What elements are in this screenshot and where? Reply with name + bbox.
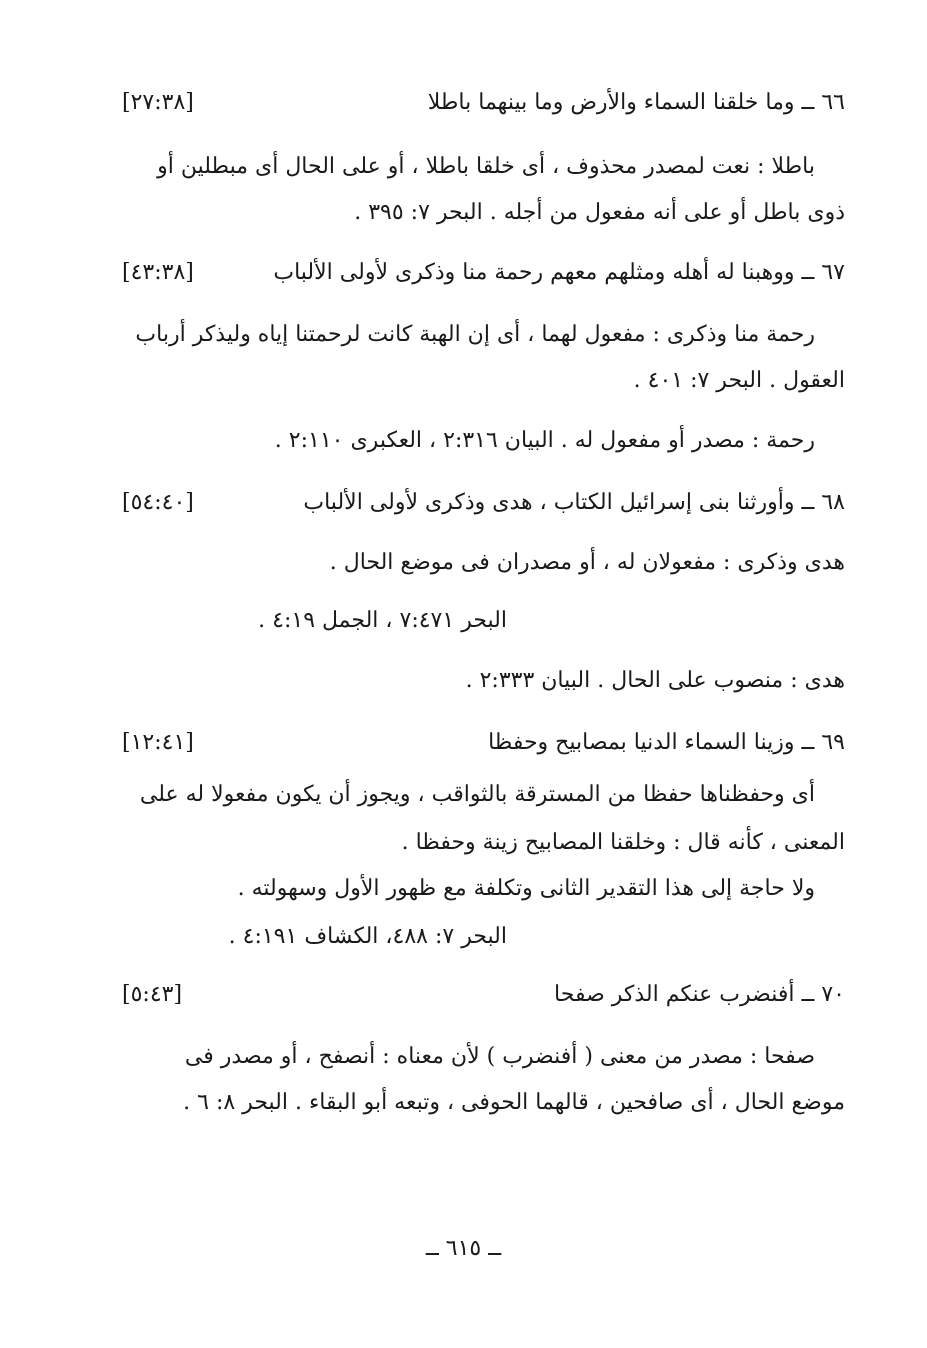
note-line: البحر ٧:٤٧١ ، الجمل ٤:١٩ . [258,608,507,633]
note-line: موضع الحال ، أى صافحين ، قالهما الحوفى ، وتبعه أبو البقاء . البحر ٨: ٦ . [183,1090,845,1115]
note-line: ولا حاجة إلى هذا التقدير الثانى وتكلفة مع ظهور الأول وسهولته . [237,876,815,901]
verse-69-reference: [١٢:٤١] [122,730,194,755]
verse-66: ٦٦ ــ وما خلقنا السماء والأرض وما بينهما باطلا [427,90,845,115]
note-line: المعنى ، كأنه قال : وخلقنا المصابيح زينة وحفظا . [401,830,845,855]
note-line: رحمة : مصدر أو مفعول له . البيان ٢:٣١٦ ، العكبرى ٢:١١٠ . [274,428,815,453]
verse-68-reference: [٥٤:٤٠] [122,490,194,515]
note-line: صفحا : مصدر من معنى ( أفنضرب ) لأن معناه : أنصفح ، أو مصدر فى [184,1044,815,1069]
verse-68: ٦٨ ــ وأورثنا بنى إسرائيل الكتاب ، هدى وذكرى لأولى الألباب [303,490,845,515]
note-line: أى وحفظناها حفظا من المسترقة بالثواقب ، ويجوز أن يكون مفعولا له على [139,782,815,807]
note-line: رحمة منا وذكرى : مفعول لهما ، أى إن الهبة كانت لرحمتنا إياه وليذكر أرباب [135,322,815,347]
verse-67: ٦٧ ــ ووهبنا له أهله ومثلهم معهم رحمة منا وذكرى لأولى الألباب [273,260,845,285]
verse-69: ٦٩ ــ وزينا السماء الدنيا بمصابيح وحفظا [488,730,845,755]
page-number: ــ ٦١٥ ــ [425,1236,502,1261]
note-line: ذوى باطل أو على أنه مفعول من أجله . البحر ٧: ٣٩٥ . [354,200,845,225]
note-line: هدى وذكرى : مفعولان له ، أو مصدران فى موضع الحال . [329,550,845,575]
verse-67-reference: [٤٣:٣٨] [122,260,194,285]
verse-70-reference: [٥:٤٣] [122,982,183,1007]
verse-70: ٧٠ ــ أفنضرب عنكم الذكر صفحا [554,982,845,1007]
verse-66-reference: [٢٧:٣٨] [122,90,194,115]
note-line: البحر ٧: ٤٨٨، الكشاف ٤:١٩١ . [228,924,507,949]
note-line: باطلا : نعت لمصدر محذوف ، أى خلقا باطلا ، أو على الحال أى مبطلين أو [157,154,815,179]
note-line: العقول . البحر ٧: ٤٠١ . [633,368,845,393]
note-line: هدى : منصوب على الحال . البيان ٢:٣٣٣ . [465,668,845,693]
